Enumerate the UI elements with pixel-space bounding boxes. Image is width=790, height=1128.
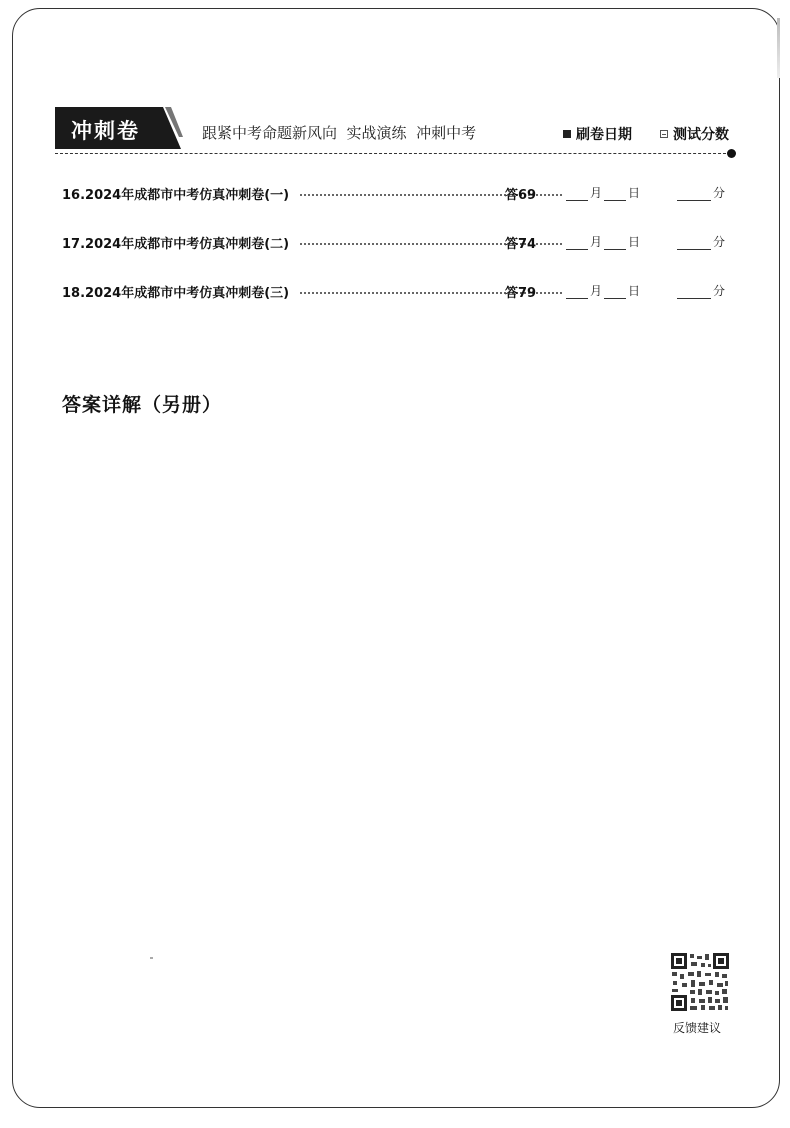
toc-page-ref: 答74 xyxy=(505,237,537,252)
score-blank[interactable] xyxy=(677,236,711,250)
toc-row[interactable] xyxy=(62,233,732,253)
legend-date xyxy=(563,124,632,144)
header-divider xyxy=(55,153,731,154)
score-unit: 分 xyxy=(713,235,726,249)
toc-row[interactable] xyxy=(62,184,732,204)
filled-square-icon xyxy=(563,130,571,138)
toc-score-field[interactable] xyxy=(675,233,725,250)
toc-date-field[interactable] xyxy=(564,282,640,299)
toc-row[interactable] xyxy=(62,282,732,302)
month-blank[interactable] xyxy=(566,285,588,299)
qr-code-icon[interactable] xyxy=(670,952,730,1012)
toc-title: 16.2024年成都市中考仿真冲刺卷(一) xyxy=(62,188,290,203)
month-blank[interactable] xyxy=(566,187,588,201)
month-blank[interactable] xyxy=(566,236,588,250)
toc-title: 18.2024年成都市中考仿真冲刺卷(三) xyxy=(62,286,290,301)
toc-page-ref: 答79 xyxy=(505,286,537,301)
toc-title: 17.2024年成都市中考仿真冲刺卷(二) xyxy=(62,237,290,252)
section-tab-label: 冲刺卷 xyxy=(71,119,140,143)
legend-score-label: 测试分数 xyxy=(673,127,729,143)
day-unit: 日 xyxy=(628,235,641,249)
legend-score xyxy=(660,124,729,144)
day-blank[interactable] xyxy=(604,236,626,250)
toc-page-ref: 答69 xyxy=(505,188,537,203)
toc-score-field[interactable] xyxy=(675,282,725,299)
toc-date-field[interactable] xyxy=(564,184,640,201)
page-edge-mark xyxy=(777,18,780,78)
toc-score-field[interactable] xyxy=(675,184,725,201)
month-unit: 月 xyxy=(590,235,603,249)
feedback-label: 反馈建议 xyxy=(673,1021,722,1035)
toc-date-field[interactable] xyxy=(564,233,640,250)
score-unit: 分 xyxy=(713,186,726,200)
month-unit: 月 xyxy=(590,284,603,298)
slogan: 跟紧中考命题新风向 实战演练 冲刺中考 xyxy=(202,124,477,142)
divider-dot xyxy=(727,149,736,158)
answers-heading: 答案详解（另册） xyxy=(62,394,223,416)
day-blank[interactable] xyxy=(604,187,626,201)
section-tab xyxy=(55,107,183,149)
score-unit: 分 xyxy=(713,284,726,298)
score-blank[interactable] xyxy=(677,187,711,201)
legend-date-label: 刷卷日期 xyxy=(576,127,632,143)
page-frame xyxy=(12,8,780,1108)
month-unit: 月 xyxy=(590,186,603,200)
open-square-icon xyxy=(660,130,668,138)
day-blank[interactable] xyxy=(604,285,626,299)
day-unit: 日 xyxy=(628,186,641,200)
day-unit: 日 xyxy=(628,284,641,298)
score-blank[interactable] xyxy=(677,285,711,299)
print-speck xyxy=(150,957,153,959)
